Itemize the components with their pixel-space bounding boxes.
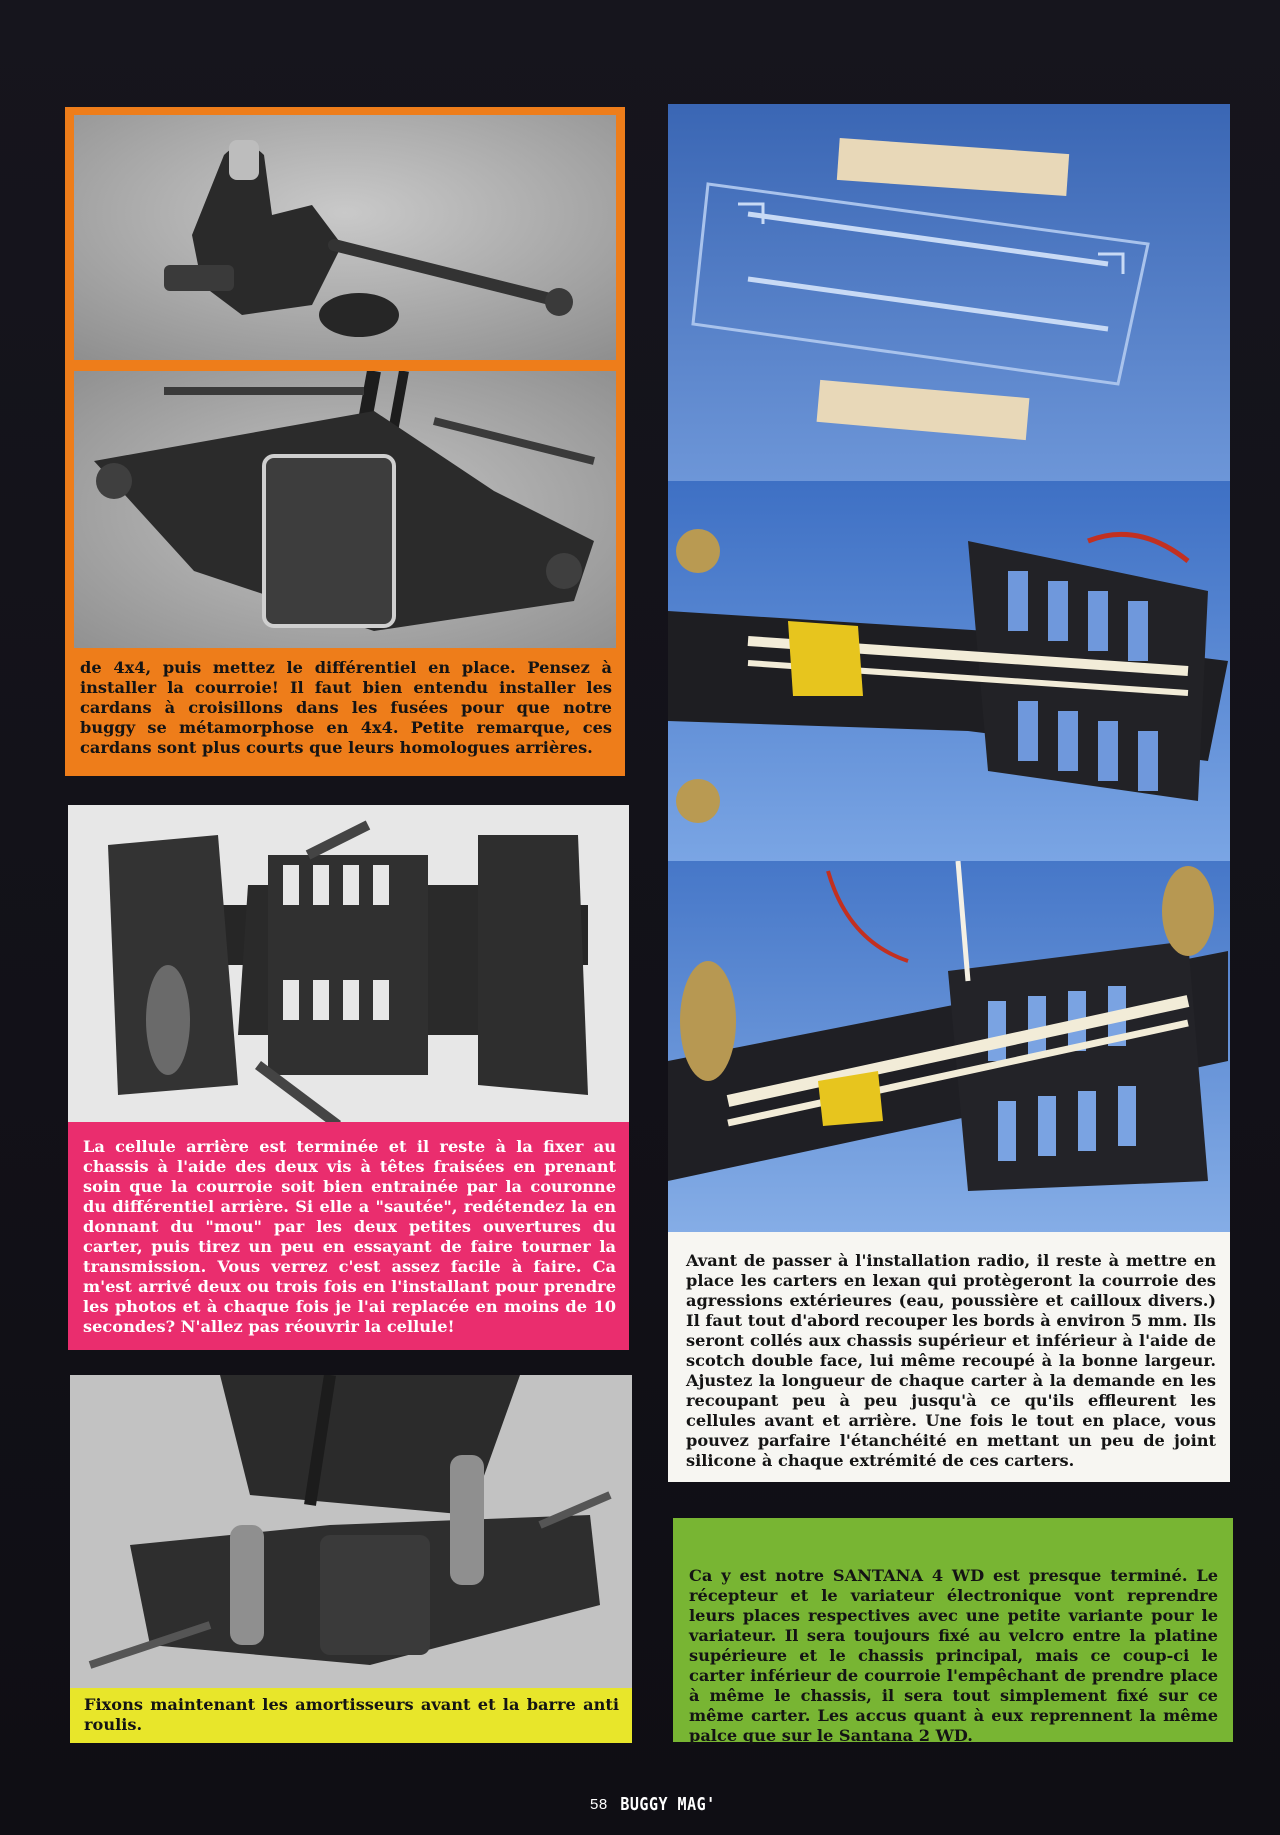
magazine-name: BUGGY MAG' <box>620 1793 716 1815</box>
photo-chassis-side-view-covers <box>668 861 1230 1232</box>
caption-front-differential: de 4x4, puis mettez le différentiel en place. Pensez à installer la courroie! Il faut bien entendu installer les cardans à croisillons dans les fusées pour que notre buggy se métamorphose en 4x4. Petite remarque, ces cardans sont plus courts que leurs homologues arrières. <box>80 658 612 757</box>
photo-chassis-top-view-belt <box>668 481 1230 861</box>
photo-lexan-belt-covers <box>668 104 1230 481</box>
page-footer <box>590 1795 716 1817</box>
caption-front-shocks: Fixons maintenant les amortisseurs avant et la barre anti roulis. <box>84 1695 619 1734</box>
page-number: 58 <box>590 1796 608 1813</box>
photo-steering-knuckle-cardan <box>74 115 616 360</box>
photo-front-shocks-antiroll <box>70 1375 632 1688</box>
caption-rear-cell: La cellule arrière est terminée et il reste à la fixer au chassis à l'aide des deux vis à têtes fraisées en prenant soin que la courroie soit bien entrainée par la couronne du différentiel arrière. Si elle a "sautée", redétendez la en donnant du "mou" par les deux petites ouvertures du carter, puis tirez un peu en essayant de faire tourner la transmission. Vous verrez c'est assez facile à faire. Ca m'est arrivé deux ou trois fois en l'installant pour prendre les photos et à chaque fois je l'ai replacée en moins de 10 secondes? N'allez pas réouvrir la cellule! <box>83 1137 616 1336</box>
caption-santana-4wd-finish: Ca y est notre SANTANA 4 WD est presque terminé. Le récepteur et le variateur électronique vont reprendre leurs places respectives avec une petite variante pour le variateur. Il sera toujours fixé au velcro entre la platine supérieure et le chassis principal, mais ce coup-ci le carter inférieur de courroie l'empêchant de prendre place à même le chassis, il sera tout simplement fixé sur ce même carter. Les accus quant à eux reprennent la même palce que sur le Santana 2 WD. <box>689 1566 1218 1745</box>
caption-lexan-covers: Avant de passer à l'installation radio, il reste à mettre en place les carters en lexan qui protègeront la courroie des agressions extérieures (eau, poussière et cailloux divers.) Il faut tout d'abord recouper les bords à environ 5 mm. Ils seront collés aux chassis supérieur et inférieur à l'aide de scotch double face, lui même recoupé à la bonne largeur. Ajustez la longueur de chaque carter à la demande en les recoupant peu à peu jusqu'à ce qu'ils effleurent les cellules avant et arrière. Une fois le tout en place, vous pouvez parfaire l'étanchéité en mettant un peu de joint silicone à chaque extrémité de ces carters. <box>686 1251 1216 1470</box>
photo-front-cell-belt <box>74 371 616 648</box>
photo-rear-cell-on-chassis <box>68 805 629 1122</box>
